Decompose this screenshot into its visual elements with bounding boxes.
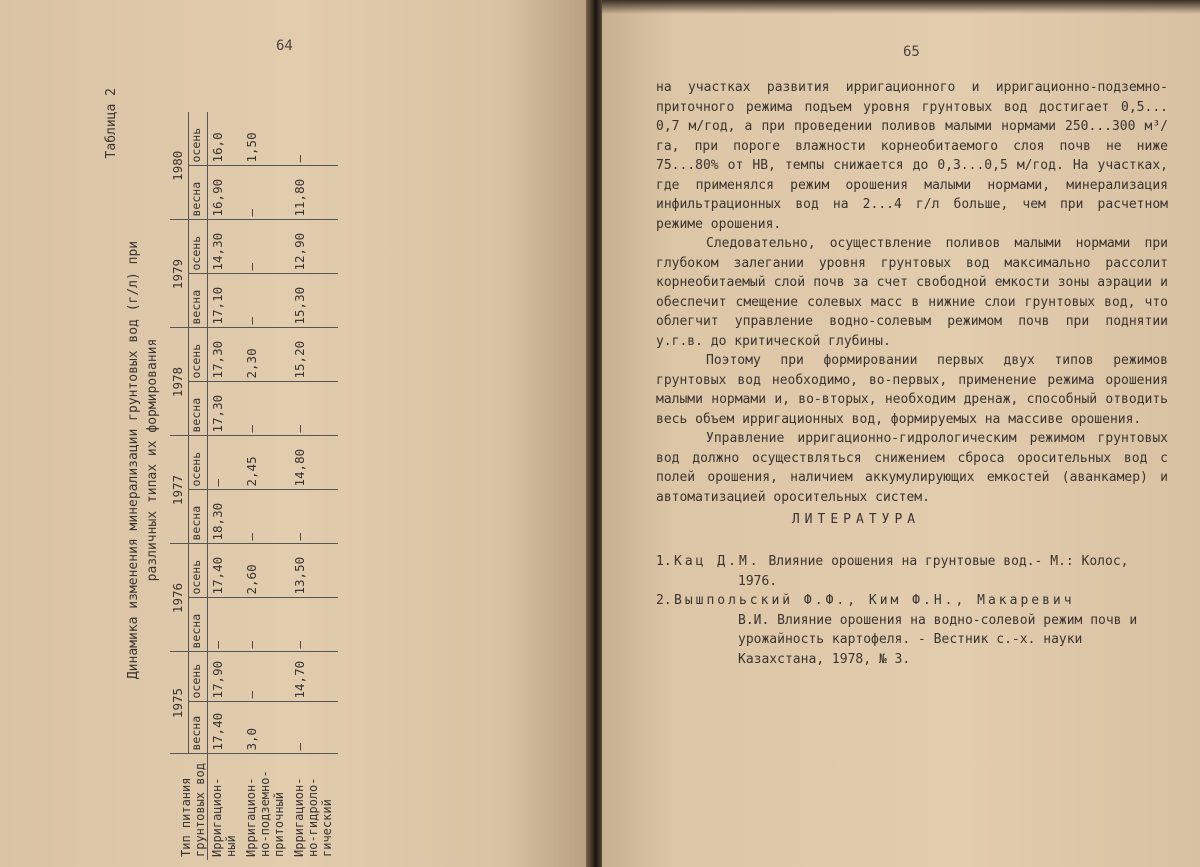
table-cell: – <box>242 274 290 328</box>
table-cell: 15,20 <box>290 328 338 382</box>
table-cell: 17,10 <box>208 274 243 328</box>
reference-text: 1976. <box>738 573 778 589</box>
table-cell: – <box>242 598 290 652</box>
page-number-right: 65 <box>903 44 920 60</box>
paragraph: Следовательно, осуществление поливов малыми нормами при глубоком залегании уровня грунтовых вод максимально рассолит корнеобитаемый слой почв за счет свободной емкости зоны аэрации и обеспечит смещение солевых масс в нижние слои грунтовых вод, что облегчит управление водно-солевым режимом почв при поднятии у.г.в. до критической глубины. <box>656 236 1168 349</box>
year-header: 1976 <box>170 544 189 652</box>
year-header: 1980 <box>170 112 189 220</box>
table-cell: 3,0 <box>242 702 290 754</box>
table-cell: 17,30 <box>208 382 243 436</box>
table-title-line1: Динамика изменения минерализации грунтовых вод (г/л) при <box>126 240 141 680</box>
year-header: 1979 <box>170 220 189 328</box>
paragraph: Поэтому при формировании первых двух типов режимов грунтовых вод необходимо, во-первых, применение режима орошения малыми нормами и, во-вторых, необходим дренаж, способный отводить весь объем ирригационных вод, формируемых на массиве орошения. <box>656 353 1168 427</box>
table-cell: 15,30 <box>290 274 338 328</box>
reference-list <box>656 552 1168 669</box>
year-header: 1978 <box>170 328 189 436</box>
row-type-label: Ирригацион-но-подземно-приточный <box>244 770 286 857</box>
table-row <box>208 112 243 860</box>
reference-text: Влияние орошения на грунтовые вод.- М.: Колос, <box>760 554 1129 569</box>
table-cell: – <box>208 598 243 652</box>
reference-number: 1. <box>656 554 672 569</box>
header-row-seasons <box>189 112 208 860</box>
table-cell: – <box>242 166 290 220</box>
table-cell: – <box>290 490 338 544</box>
table-title-line2: различных типах их формирования <box>145 338 160 582</box>
table-cell: 17,90 <box>208 652 243 702</box>
table-cell: 16,90 <box>208 166 243 220</box>
table-cell: 17,40 <box>208 702 243 754</box>
header-row-years <box>170 112 189 860</box>
table-cell: 18,30 <box>208 490 243 544</box>
table-cell: – <box>242 490 290 544</box>
season-header: весна <box>189 598 208 652</box>
reference-number: 2. <box>656 593 672 608</box>
literature-heading: ЛИТЕРАТУРА <box>791 512 921 527</box>
table-cell: 11,80 <box>290 166 338 220</box>
table-cell: 17,30 <box>208 328 243 382</box>
reference-item <box>656 591 1168 669</box>
table-cell: – <box>208 436 243 490</box>
reference-text: В.И. Влияние орошения на водно-солевой режим почв и урожайность картофеля. - Вестник с.-х. науки Казахстана, 1978, № 3. <box>738 612 1138 667</box>
reference-authors: Вышпольский Ф.Ф., Ким Ф.Н., Макаревич <box>674 593 1075 608</box>
season-header: весна <box>189 382 208 436</box>
table-cell: 14,80 <box>290 436 338 490</box>
table-cell: 17,40 <box>208 544 243 598</box>
paragraph: Управление ирригационно-гидрологическим режимом грунтовых вод должно осуществляться снижением сброса оросительных вод с полей орошения, наличием аккумулирующих емкостей (аванкамер) и автоматизацией оросительных систем. <box>656 431 1168 505</box>
season-header: весна <box>189 702 208 754</box>
season-header: осень <box>189 436 208 490</box>
table-cell: 13,50 <box>290 544 338 598</box>
row-header: Тип питания грунтовых вод <box>170 754 208 860</box>
year-header: 1977 <box>170 436 189 544</box>
season-header: осень <box>189 328 208 382</box>
table-cell: 2,60 <box>242 544 290 598</box>
table-cell: 1,50 <box>242 112 290 166</box>
table-cell: – <box>242 382 290 436</box>
table-label: Таблица 2 <box>104 88 119 159</box>
table-cell: – <box>242 220 290 274</box>
row-type-label: Ирригацион-ный <box>210 777 238 857</box>
table-cell: – <box>290 112 338 166</box>
table-cell: 14,30 <box>208 220 243 274</box>
table-cell: 2,30 <box>242 328 290 382</box>
season-header: весна <box>189 490 208 544</box>
season-header: осень <box>189 112 208 166</box>
reference-item <box>656 552 1168 591</box>
table-row <box>242 112 290 860</box>
table-cell: 2,45 <box>242 436 290 490</box>
season-header: осень <box>189 544 208 598</box>
table-cell: – <box>290 702 338 754</box>
mineralization-table <box>170 112 338 860</box>
season-header: осень <box>189 652 208 702</box>
page-number-left: 64 <box>276 38 293 54</box>
season-header: весна <box>189 274 208 328</box>
table-cell: 12,90 <box>290 220 338 274</box>
paragraph: на участках развития ирригационного и ирригационно-подземно-приточного режима подъем уровня грунтовых вод достигает 0,5... 0,7 м/год, а при проведении поливов малыми нормами 250...300 м³/га, при пороге влажности корнеобитаемого слоя почв не ниже 75...80% от НВ, темпы снижается до 0,3...0,5 м/год. На участках, где применялся режим орошения малыми нормами, минерализация инфильтрационных вод на 2...4 г/л больше, чем при расчетном режиме орошения. <box>656 80 1168 232</box>
table-cell: – <box>242 652 290 702</box>
season-header: весна <box>189 166 208 220</box>
year-header: 1975 <box>170 652 189 754</box>
table-cell: 16,0 <box>208 112 243 166</box>
table-cell: 14,70 <box>290 652 338 702</box>
reference-authors: Кац Д.М. <box>674 554 761 569</box>
table-row <box>290 112 338 860</box>
table-cell: – <box>290 382 338 436</box>
body-text <box>656 78 1168 507</box>
season-header: осень <box>189 220 208 274</box>
table-cell: – <box>290 598 338 652</box>
rotated-table-block <box>102 60 332 860</box>
row-type-label: Ирригацион-но-гидроло-гический <box>292 777 334 857</box>
